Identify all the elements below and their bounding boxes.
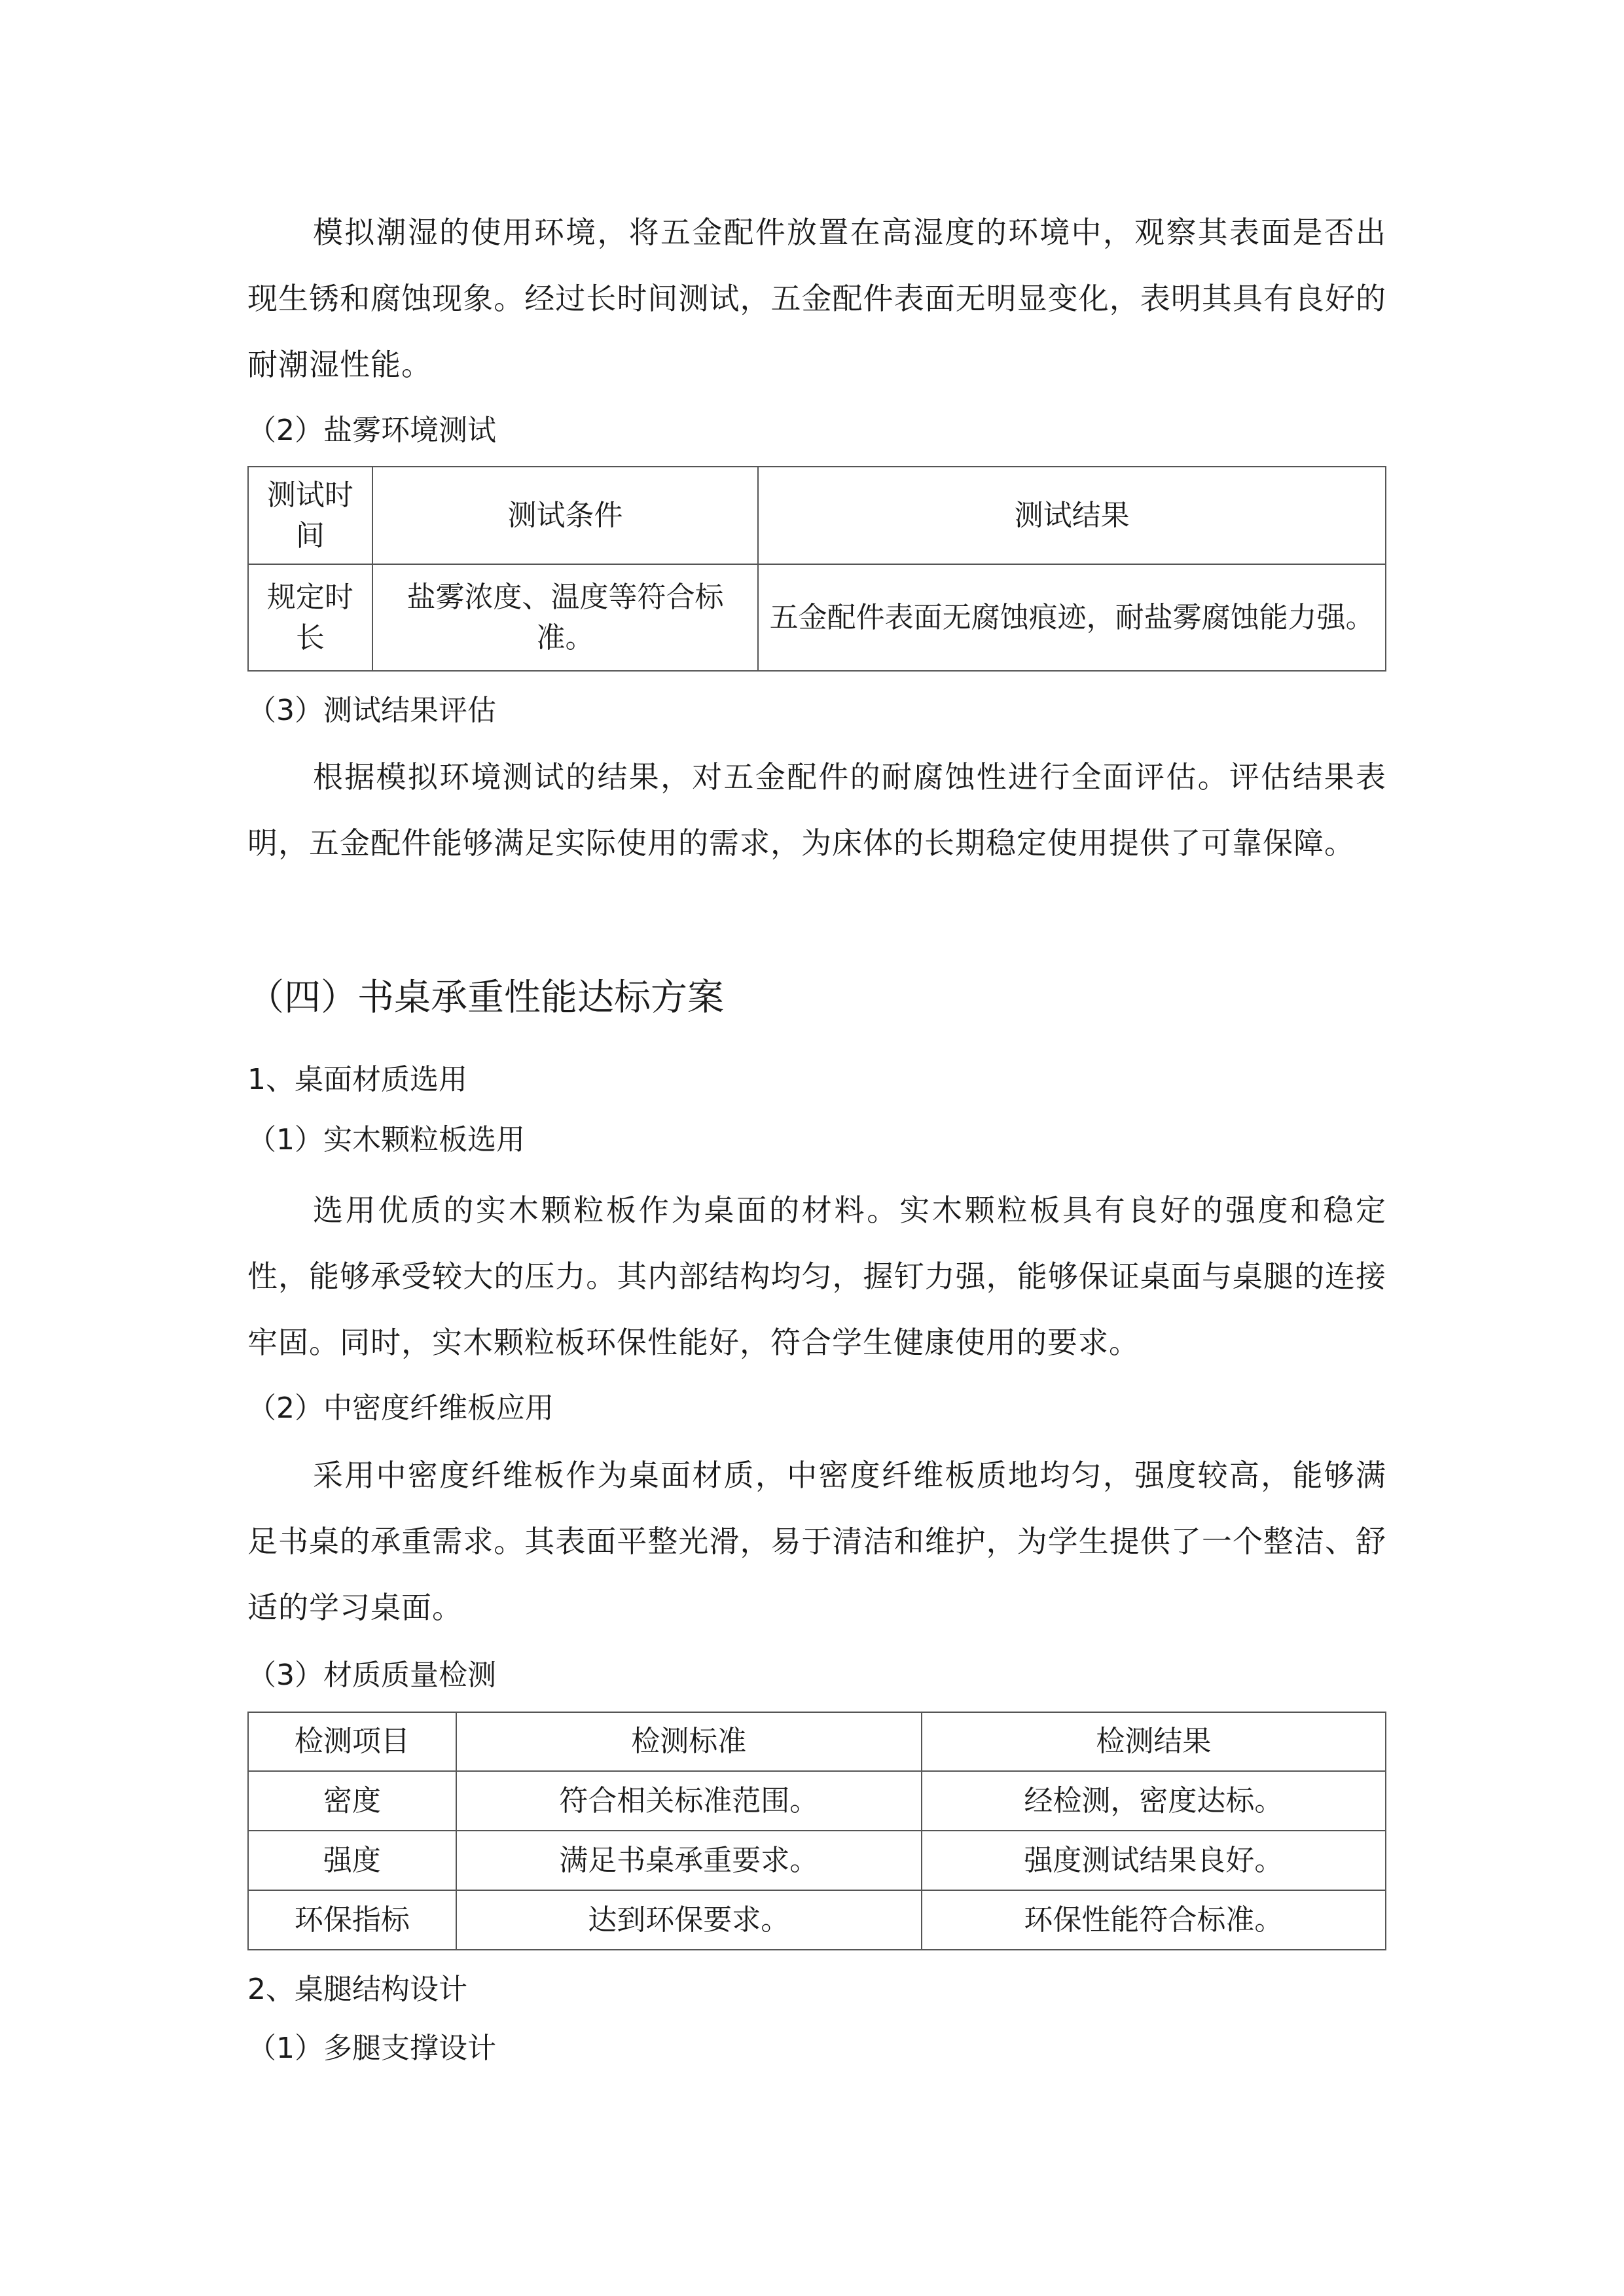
table-header-cell: 测试条件 bbox=[372, 467, 758, 564]
table-cell: 五金配件表面无腐蚀痕迹，耐盐雾腐蚀能力强。 bbox=[758, 564, 1386, 671]
table-header-cell: 检测项目 bbox=[248, 1712, 456, 1771]
heading-test-evaluation: （3）测试结果评估 bbox=[247, 694, 496, 727]
table-cell: 盐雾浓度、温度等符合标准。 bbox=[372, 564, 758, 671]
table-cell: 环保指标 bbox=[248, 1890, 456, 1950]
table-cell: 环保性能符合标准。 bbox=[922, 1890, 1386, 1950]
heading-desktop-material: 1、桌面材质选用 bbox=[247, 1063, 467, 1096]
heading-mdf: （2）中密度纤维板应用 bbox=[247, 1391, 554, 1425]
heading-particle-board: （1）实木颗粒板选用 bbox=[247, 1123, 525, 1157]
table-header-row bbox=[248, 1712, 1386, 1771]
table-header-cell: 检测标准 bbox=[456, 1712, 922, 1771]
heading-leg-design: 2、桌腿结构设计 bbox=[247, 1973, 467, 2006]
table-cell: 符合相关标准范围。 bbox=[456, 1771, 922, 1831]
paragraph-humidity-test: 模拟潮湿的使用环境，将五金配件放置在高湿度的环境中，观察其表面是否出现生锈和腐蚀现象。经过长时间测试，五金配件表面无明显变化，表明其具有良好的耐潮湿性能。 bbox=[247, 215, 1386, 382]
table-cell: 强度 bbox=[248, 1831, 456, 1890]
section-title-desk-load: （四）书桌承重性能达标方案 bbox=[247, 977, 724, 1019]
table-row bbox=[248, 1890, 1386, 1950]
heading-quality-check: （3）材质质量检测 bbox=[247, 1659, 496, 1692]
table-cell: 达到环保要求。 bbox=[456, 1890, 922, 1950]
paragraph-evaluation: 根据模拟环境测试的结果，对五金配件的耐腐蚀性进行全面评估。评估结果表明，五金配件能够满足实际使用的需求，为床体的长期稳定使用提供了可靠保障。 bbox=[247, 759, 1386, 861]
heading-multi-leg: （1）多腿支撑设计 bbox=[247, 2032, 496, 2065]
table-header-cell: 检测结果 bbox=[922, 1712, 1386, 1771]
table-header-cell: 测试结果 bbox=[758, 467, 1386, 564]
table-cell: 规定时长 bbox=[248, 564, 372, 671]
table-cell: 经检测，密度达标。 bbox=[922, 1771, 1386, 1831]
paragraph-mdf: 采用中密度纤维板作为桌面材质，中密度纤维板质地均匀，强度较高，能够满足书桌的承重需求。其表面平整光滑，易于清洁和维护，为学生提供了一个整洁、舒适的学习桌面。 bbox=[247, 1458, 1386, 1625]
table-row bbox=[248, 1771, 1386, 1831]
paragraph-particle-board: 选用优质的实木颗粒板作为桌面的材料。实木颗粒板具有良好的强度和稳定性，能够承受较大的压力。其内部结构均匀，握钉力强，能够保证桌面与桌腿的连接牢固。同时，实木颗粒板环保性能好，符合学生健康使用的要求。 bbox=[247, 1193, 1386, 1360]
table-row bbox=[248, 564, 1386, 671]
table-cell: 满足书桌承重要求。 bbox=[456, 1831, 922, 1890]
table-header-row bbox=[248, 467, 1386, 564]
table-cell: 密度 bbox=[248, 1771, 456, 1831]
table-header-cell: 测试时间 bbox=[248, 467, 372, 564]
table-cell: 强度测试结果良好。 bbox=[922, 1831, 1386, 1890]
material-quality-table bbox=[247, 1712, 1386, 1950]
table-row bbox=[248, 1831, 1386, 1890]
salt-spray-table bbox=[247, 466, 1386, 672]
heading-salt-spray-test: （2）盐雾环境测试 bbox=[247, 414, 496, 447]
